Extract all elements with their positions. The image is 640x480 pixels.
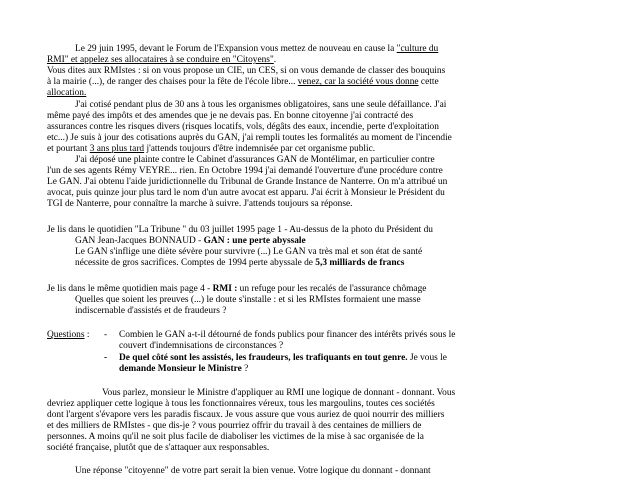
q2-line3 <box>75 306 226 317</box>
q2-text: indiscernable d'assistés et de fraudeurs ? <box>75 306 227 316</box>
p3-text: avocat, puis quinze jour plus tard le nom d'un autre avocat est apparu. J'ai écrit à Monsieur le Président du <box>47 188 445 198</box>
p2-text: et pourtant <box>47 144 90 154</box>
headline-gan-perte: GAN : une perte abyssale <box>203 236 306 246</box>
p2-line5 <box>47 144 375 155</box>
p3-text: Le GAN. J'ai obtenu l'aide juridictionnelle du Tribunal de Grande Instance de Nanterre. On m'a attribué un <box>47 177 448 187</box>
p1-line3 <box>47 66 445 77</box>
p1-text: cette <box>418 77 439 87</box>
p4-text: devriez appliquer cette logique à tous les fonctionnaires véreux, tous les margoulins, toutes ces sociétés <box>47 399 435 409</box>
q1-text: Le GAN s'inflige une diète sévère pour survivre (...) Le GAN va très mal et son état de santé <box>75 247 423 257</box>
p4-text: société française, plutôt que de s'attaquer aux responsables. <box>47 443 270 453</box>
p2-line3 <box>47 122 439 133</box>
q1-line3 <box>75 247 422 258</box>
question2-dash <box>104 353 107 364</box>
p2-line4 <box>47 133 452 144</box>
question2-line1 <box>119 353 447 364</box>
p2-text: même payé des impôts et des amendes que je ne devais pas. En bonne citoyenne j'ai contracté des <box>47 111 414 121</box>
q1-text: GAN Jean-Jacques BONNAUD - <box>75 236 204 246</box>
p4-text: et des milliers de RMIstes - que dis-je ? vous pourriez offrir du travail à des centaines de milliers de <box>47 421 422 431</box>
p1-text: Vous dites aux RMIstes : si on vous propose un CIE, un CES, si on vous demande de classer des bouquins <box>47 66 446 76</box>
p3-text: l'un de ses agents Rémy VEYRE... rien. En Octobre 1994 j'ai demandé l'ouverture d'une procédure contre <box>47 166 443 176</box>
q1-line1 <box>47 225 433 236</box>
p3-line4 <box>47 188 445 199</box>
p1-text: allocation. <box>47 88 87 98</box>
p2-text: J'ai cotisé pendant plus de 30 ans à tous les organismes obligatoires, sans une seule défaillance. J'ai <box>75 100 447 110</box>
p4-line3 <box>47 410 444 421</box>
p2-text: j'attends toujours d'être indemnisée par cet organisme public. <box>144 144 376 154</box>
p4-line1 <box>102 388 455 399</box>
p1-text: Le 29 juin 1995, devant le Forum de l'Expansion vous mettez de nouveau en cause la <box>75 44 397 54</box>
q2-line2 <box>75 295 421 306</box>
p3-line2 <box>47 166 443 177</box>
question2-text: ? <box>241 364 249 374</box>
q2-text: Je lis dans le même quotidien mais page 4 - <box>47 284 213 294</box>
p1-text: à la mairie (...), de ranger des chaises pour la fête de l'école libre... <box>47 77 298 87</box>
p5-line1 <box>75 466 431 477</box>
p2-text: etc...) Je suis à jour des cotisations auprès du GAN, j'ai rempli toutes les formalités au moment de l'incendie <box>47 133 452 143</box>
quote-citoyens: RMI" et appelez ses allocataires à se conduire en "Citoyens" <box>47 55 274 65</box>
p4-line4 <box>47 421 421 432</box>
p3-line1 <box>75 155 435 166</box>
q1-text: nécessite de gros sacrifices. Comptes de 1994 perte abyssale de <box>75 258 316 268</box>
question2-bold-text: demande Monsieur le Ministre <box>119 364 242 374</box>
question1-dash <box>104 330 107 341</box>
p3-line3 <box>47 177 447 188</box>
q2-line1 <box>47 284 426 295</box>
p3-line5 <box>47 199 352 210</box>
p1-line2 <box>47 55 276 66</box>
question2-bold-text: De quel côté sont les assistés, les fraudeurs, les trafiquants en tout genre. <box>119 353 408 363</box>
p1-line1 <box>75 44 438 55</box>
question2-line2 <box>119 364 248 375</box>
question1-line2 <box>119 341 283 352</box>
questions-label-line <box>47 330 89 341</box>
question1-text: couvert d'indemnisations de circonstances ? <box>119 341 284 351</box>
headline-rmi: RMI : <box>212 284 238 294</box>
q1-text: Je lis dans le quotidien "La Tribune " du 03 juillet 1995 page 1 - Au-dessus de la photo du Président du <box>47 225 433 235</box>
p3-text: TGI de Nanterre, pour connaître la marche à suivre. J'attends toujours sa réponse. <box>47 199 353 209</box>
p2-text: assurances contre les risques divers (risques locatifs, vols, dégâts des eaux, incendie, perte d'exploitation <box>47 122 439 132</box>
question1-text: Combien le GAN a-t-il détourné de fonds publics pour financer des intérêts privés sous le <box>119 330 456 340</box>
p4-text: personnes. A moins qu'il ne soit plus facile de diaboliser les victimes de la mise à sac organisée de la <box>47 432 424 442</box>
three-years-later: 3 ans plus tard <box>89 144 145 154</box>
bullet-dash: - <box>104 330 108 340</box>
questions-sep: : <box>84 330 90 340</box>
q1-line4 <box>75 258 404 269</box>
p1-period: . <box>273 55 277 65</box>
loss-amount: 5,3 milliards de francs <box>315 258 405 268</box>
p3-text: J'ai déposé une plainte contre le Cabinet d'assurances GAN de Montélimar, en particulier contre <box>75 155 435 165</box>
question2-text: Je vous le <box>407 353 447 363</box>
p4-text: dont l'argent s'évapore vers les paradis fiscaux. Je vous assure que vous auriez de quoi nourrir des milliers <box>47 410 445 420</box>
p4-line5 <box>47 432 424 443</box>
quote-societe: venez, car la société vous donne <box>297 77 419 87</box>
p5-text: Une réponse "citoyenne" de votre part serait la bien venue. Votre logique du donnant - donnant <box>75 466 431 476</box>
p4-text: Vous parlez, monsieur le Ministre d'appliquer au RMI une logique de donnant - donnant. Vous <box>102 388 456 398</box>
bullet-dash: - <box>104 353 108 363</box>
p2-line2 <box>47 111 413 122</box>
p4-line6 <box>47 443 269 454</box>
q1-line2 <box>75 236 306 247</box>
quote-culture-rmi: "culture du <box>396 44 439 54</box>
p1-line5 <box>47 88 86 99</box>
q2-text: Quelles que soient les preuves (...) le doute s'installe : et si les RMIstes formaient une masse <box>75 295 421 305</box>
p2-line1 <box>75 100 446 111</box>
question1-line1 <box>119 330 455 341</box>
questions-label: Questions <box>47 330 85 340</box>
q2-text: un refuge pour les recalés de l'assurance chômage <box>237 284 427 294</box>
p1-line4 <box>47 77 439 88</box>
p4-line2 <box>47 399 435 410</box>
